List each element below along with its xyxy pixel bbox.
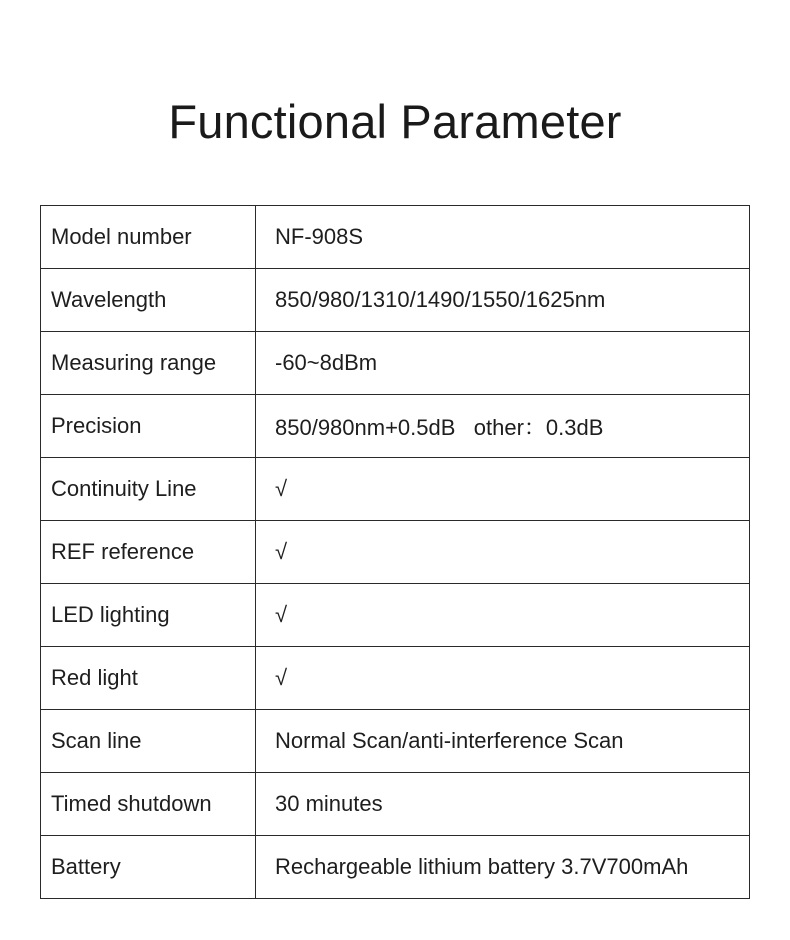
parameter-label: Precision (41, 395, 256, 458)
table-row (41, 332, 750, 395)
check-mark-icon: √ (275, 602, 288, 627)
parameter-label: LED lighting (41, 584, 256, 647)
table-row (41, 584, 750, 647)
table-row (41, 836, 750, 899)
parameter-label: Red light (41, 647, 256, 710)
parameter-value: 850/980/1310/1490/1550/1625nm (256, 269, 750, 332)
check-mark-icon: √ (275, 476, 288, 501)
table-row (41, 773, 750, 836)
parameter-value (256, 584, 750, 647)
parameter-label: Measuring range (41, 332, 256, 395)
table-row (41, 521, 750, 584)
parameter-label: Wavelength (41, 269, 256, 332)
parameter-label: Battery (41, 836, 256, 899)
table-row (41, 710, 750, 773)
parameter-table (40, 205, 750, 899)
parameter-label: Scan line (41, 710, 256, 773)
page-title: Functional Parameter (168, 95, 622, 148)
check-mark-icon: √ (275, 539, 288, 564)
parameter-value: 850/980nm+0.5dB other：0.3dB (256, 395, 750, 458)
parameter-value: NF-908S (256, 206, 750, 269)
parameter-value (256, 521, 750, 584)
table-row (41, 206, 750, 269)
parameter-value: -60~8dBm (256, 332, 750, 395)
parameter-label: Continuity Line (41, 458, 256, 521)
table-row (41, 458, 750, 521)
check-mark-icon: √ (275, 665, 288, 690)
parameter-label: Timed shutdown (41, 773, 256, 836)
parameter-value: Rechargeable lithium battery 3.7V700mAh (256, 836, 750, 899)
table-row (41, 269, 750, 332)
table-row (41, 395, 750, 458)
parameter-label: REF reference (41, 521, 256, 584)
parameter-label: Model number (41, 206, 256, 269)
parameter-value (256, 647, 750, 710)
parameter-value: Normal Scan/anti-interference Scan (256, 710, 750, 773)
parameter-value (256, 458, 750, 521)
table-row (41, 647, 750, 710)
parameter-value: 30 minutes (256, 773, 750, 836)
